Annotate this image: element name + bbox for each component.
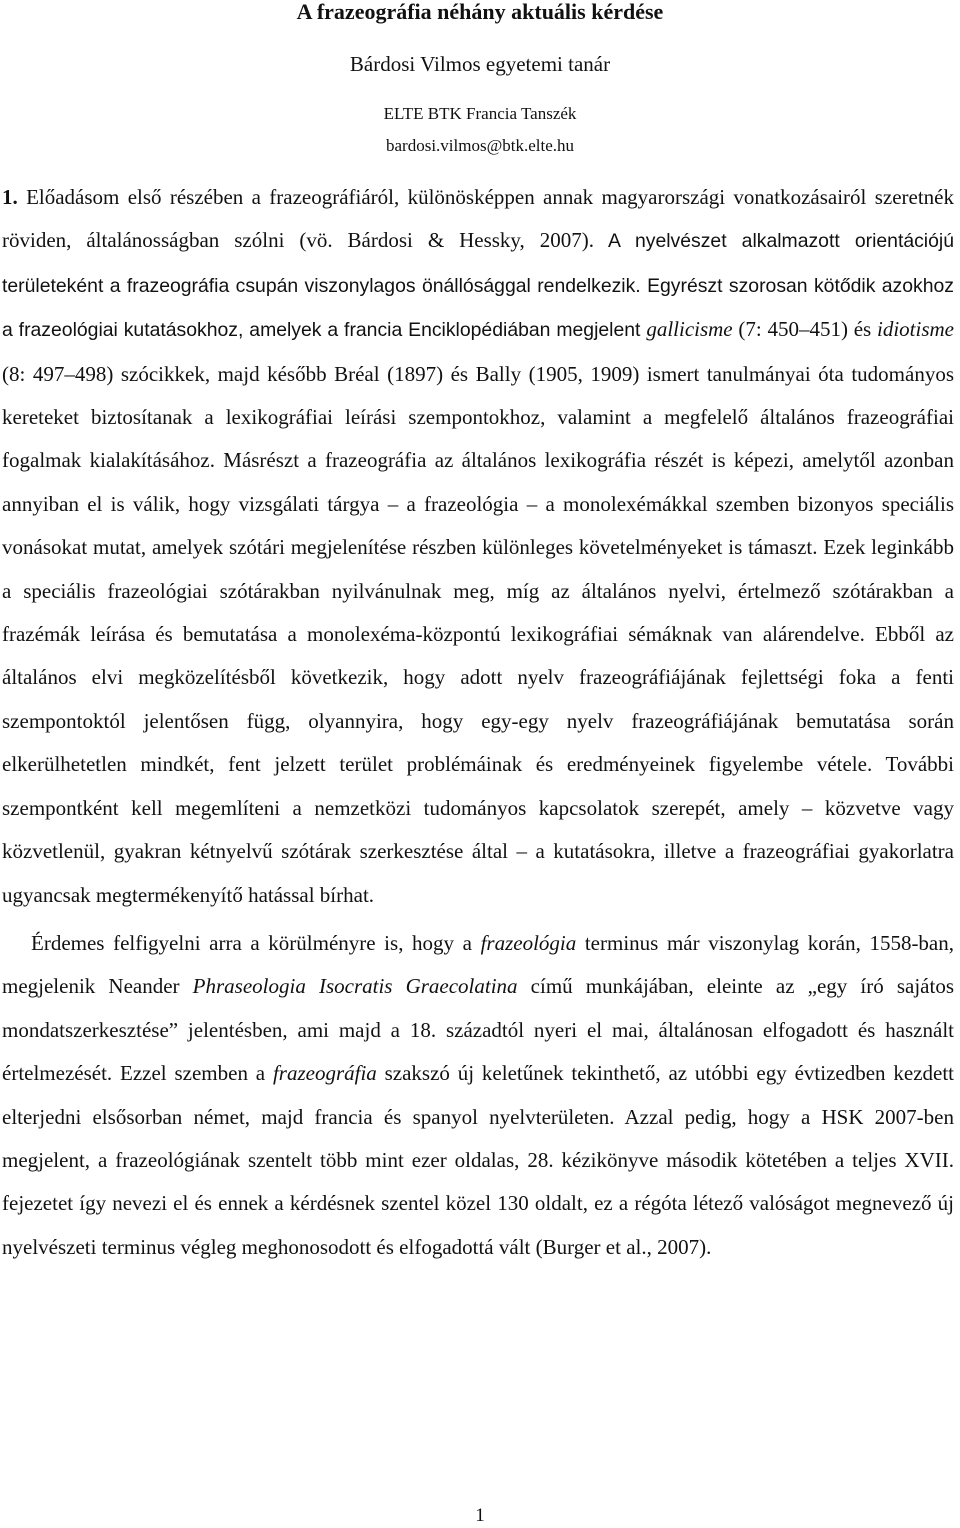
paragraph-1 xyxy=(2,176,954,917)
term-idiotisme: idiotisme xyxy=(876,317,954,342)
paragraph-2 xyxy=(2,922,954,1269)
author-line: Bárdosi Vilmos egyetemi tanár xyxy=(349,52,611,76)
paragraph-1-sentence-4: (7: 450–451) és xyxy=(732,317,877,342)
paragraph-1-sentence-5: (8: 497–498) szócikkek, majd később Bréal (1897) és Bally (1905, 1909) ismert tanulmányai óta tudományos kereteket biztosítanak a lexikográfiai leírási szempontokhoz, valamint a megfelelő általános frazeográfiai fogalmak kialakításához. xyxy=(2,361,954,473)
term-frazeografia: frazeográfia xyxy=(272,1061,377,1086)
section-number: 1. xyxy=(2,185,18,209)
paragraph-1-sentence-1: Előadásom első részében a frazeográfiáról, különösképpen annak magyarországi vonatkozásairól szeretnék röviden, általánosságban szólni (vö. Bárdosi & Hessky, 2007). xyxy=(2,185,954,253)
document-title: A frazeográfia néhány aktuális kérdése xyxy=(296,0,664,24)
book-title: Phraseologia Isocratis Graecolatina xyxy=(192,974,518,999)
document-body xyxy=(2,176,954,1269)
paragraph-2-sentence-1: Érdemes felfigyelni arra a körülményre is, hogy a xyxy=(31,930,481,955)
email-line: bardosi.vilmos@btk.elte.hu xyxy=(386,136,574,155)
paragraph-2-sentence-2: terminus már viszonylag korán, 1558-ban, megjelenik Neander xyxy=(2,930,955,999)
paragraph-1-sentence-2: A nyelvészet alkalmazott orientációjú területeként a frazeográfia csupán viszonylagos önállósággal rendelkezik. xyxy=(2,230,954,297)
term-frazeologia: frazeológia xyxy=(480,930,577,955)
paragraph-1-sentence-3: Egyrészt szorosan kötődik azokhoz a frazeológiai kutatásokhoz, amelyek a francia Enciklopédiában megjelent xyxy=(2,274,955,342)
page-number: 1 xyxy=(475,1505,485,1526)
affiliation-line: ELTE BTK Francia Tanszék xyxy=(383,104,577,123)
term-gallicisme: gallicisme xyxy=(646,317,733,342)
paragraph-2-sentence-3: című munkájában, eleinte az „egy író sajátos mondatszerkesztése” jelentésben, ami majd a 18. századtól nyeri el mai, általánosan elfogadott és használt értelmezését. Ezzel szemben a xyxy=(2,974,955,1086)
paragraph-1-sentence-6: Másrészt a frazeográfia az általános lexikográfia részét is képezi, amelytől azonban annyiban el is válik, hogy vizsgálati tárgya – a frazeológia – a monolexémákkal szemben bizonyos speciális vonásokat mutat, amelyek szótári megjelenítése részben különleges követelményeket is támaszt. Ezek leginkább a speciális frazeológiai szótárakban nyilvánulnak meg, míg az általános nyelvi, értelmező szótárakban a frazémák leírása és bemutatása a monolexéma-központú lexikográfiai sémáknak van alárendelve. Ebből az általános elvi megközelítésből következik, hogy adott nyelv frazeográfiájának fejlettségi foka a fenti szempontoktól jelentősen függ, olyannyira, hogy egy-egy nyelv frazeográfiájának bemutatása során elkerülhetetlen mindkét, fent jelzett terület problémáinak és eredményeinek figyelembe vétele. További szempontként kell megemlíteni a nemzetközi tudományos kapcsolatok szerepét, amely – közvetve vagy közvetlenül, gyakran kétnyelvű szótárak szerkesztése által – a kutatásokra, illetve a frazeográfiai gyakorlatra ugyancsak megtermékenyítő hatással bírhat. xyxy=(2,448,954,907)
paragraph-2-sentence-4: szakszó új keletűnek tekinthető, az utóbbi egy évtizedben kezdett elterjedni elsősorban német, majd francia és spanyol nyelvterületen. Azzal pedig, hogy a HSK 2007-ben megjelent, a frazeológiának szentelt több mint ezer oldalas, 28. kézikönyve második kötetében a teljes XVII. fejezetet így nevezi el és ennek a kérdésnek szentel közel 130 oldalt, ez a régóta létező valóságot megnevező új nyelvészeti terminus végleg meghonosodott és elfogadottá vált (Burger et al., 2007). xyxy=(2,1061,955,1259)
